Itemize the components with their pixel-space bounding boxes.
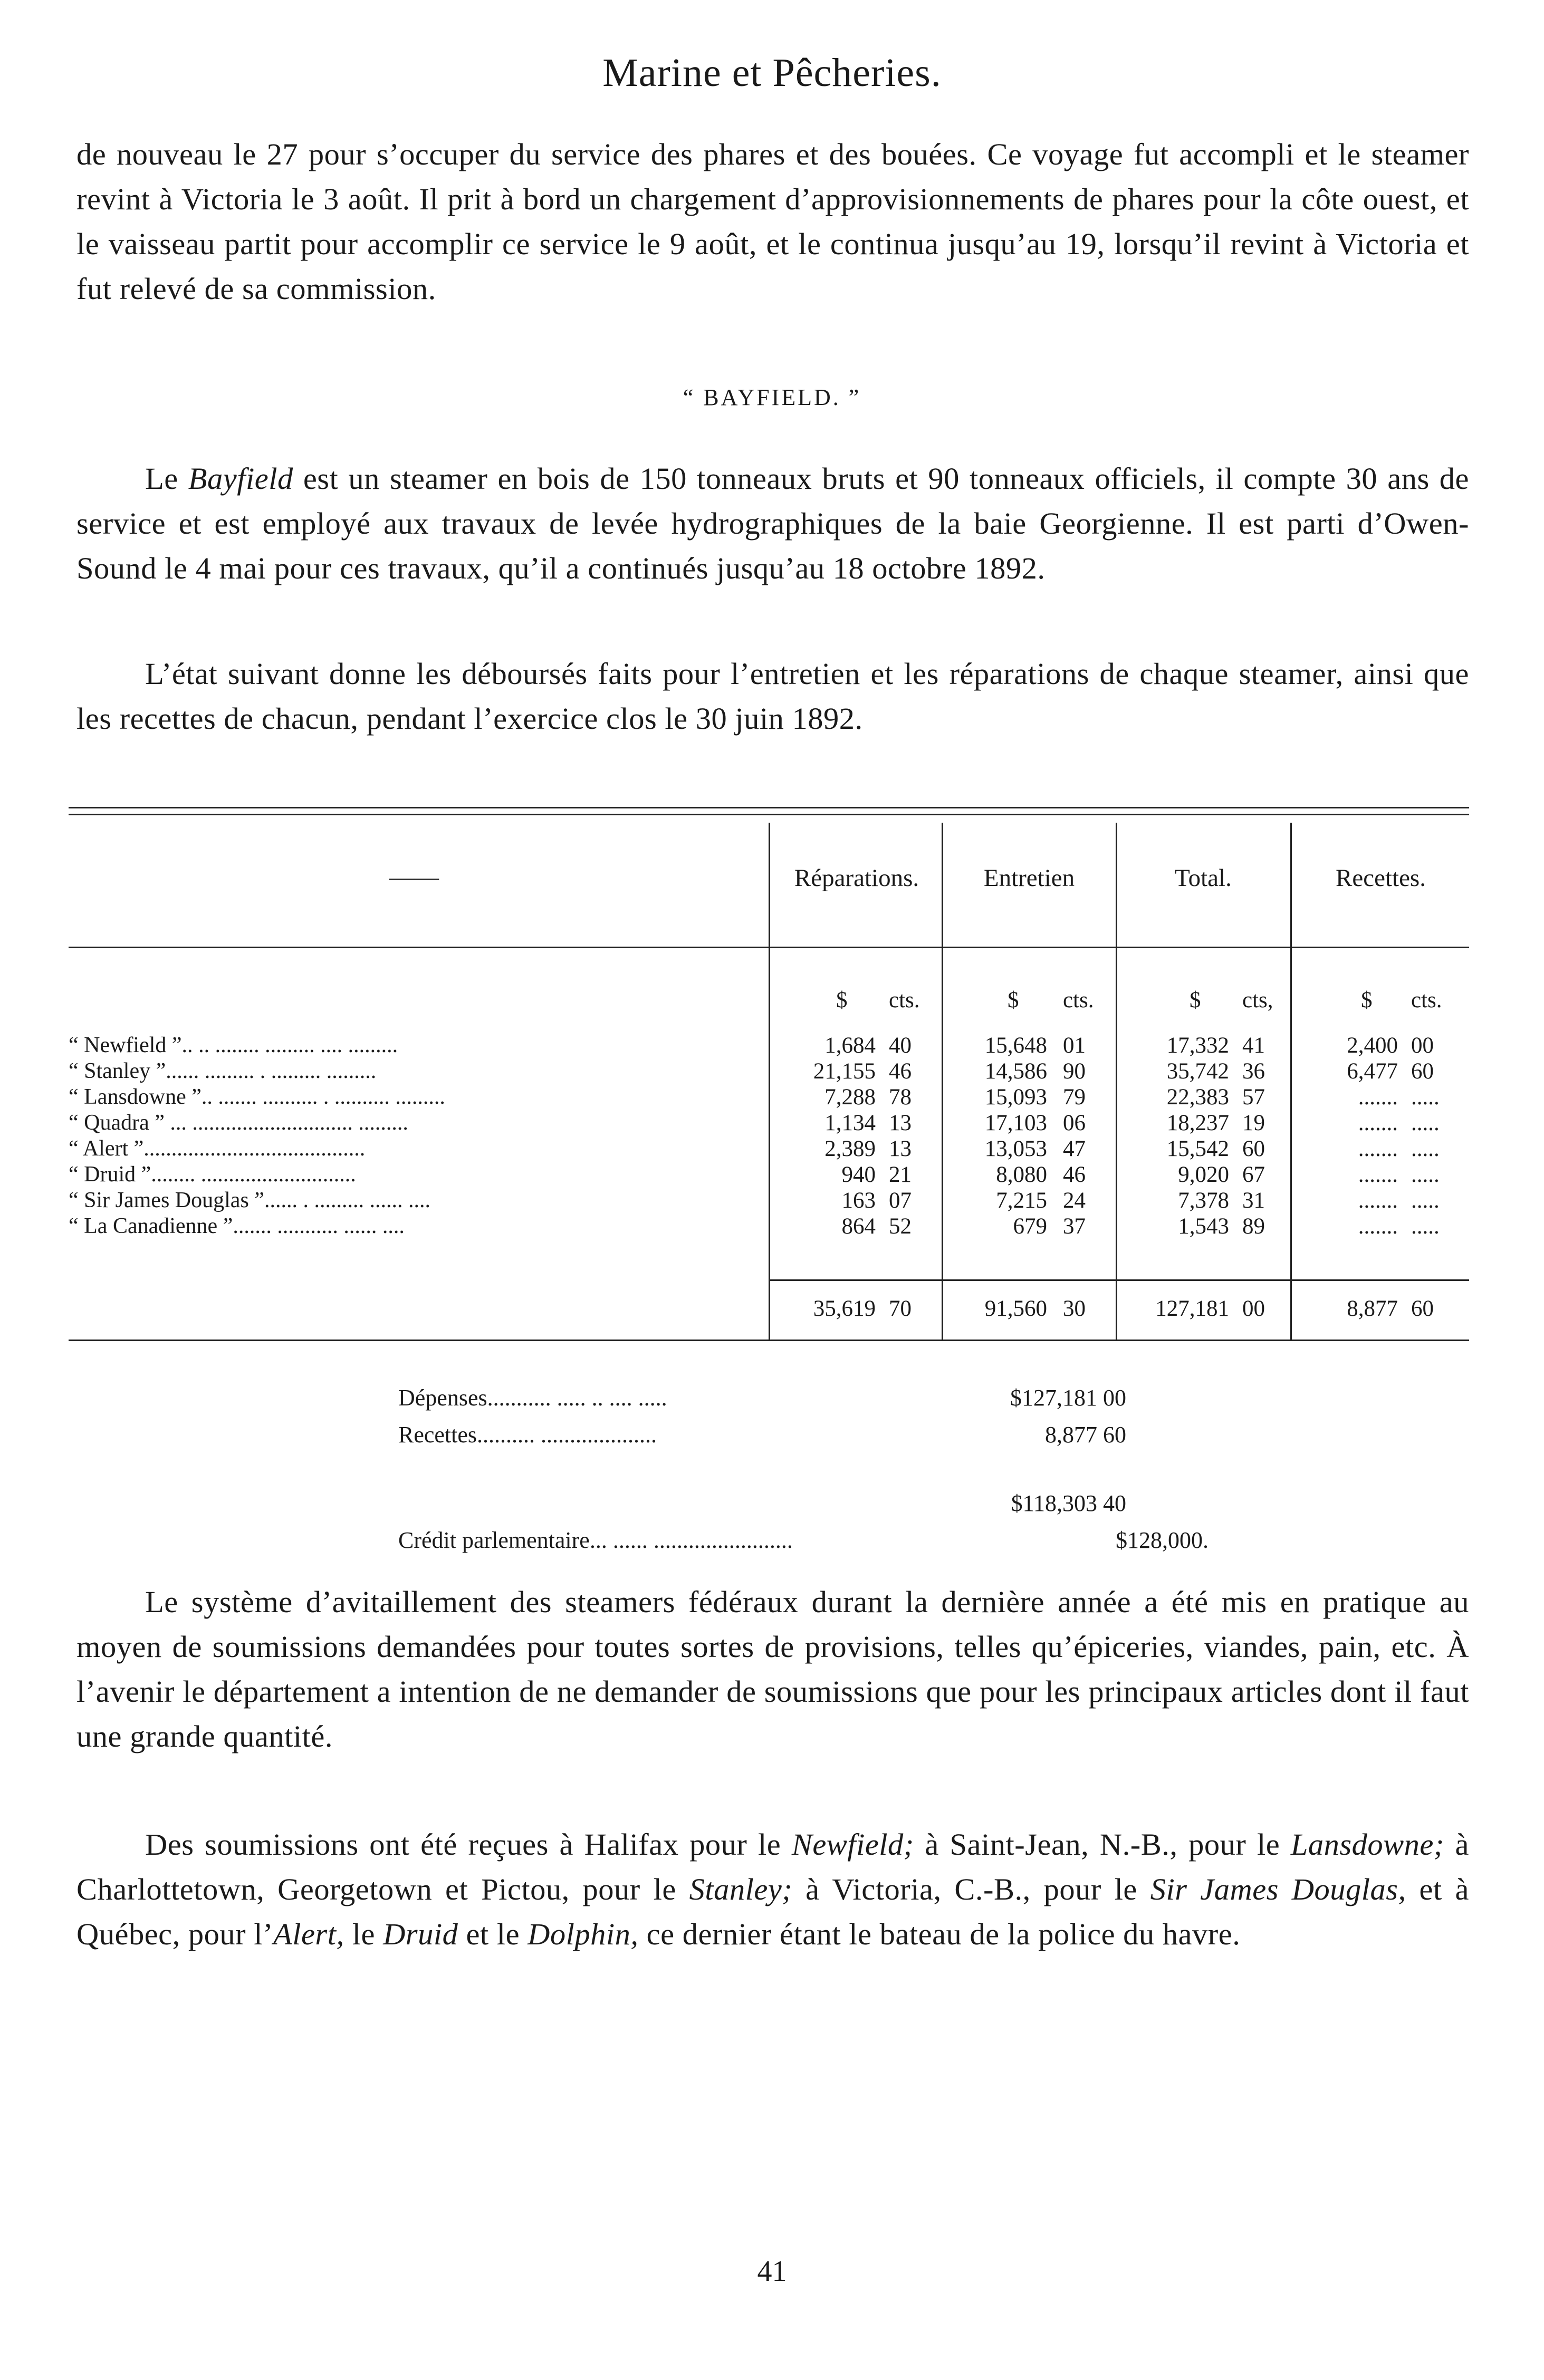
page-number: 41 (757, 2255, 787, 2288)
table-rule-top (69, 807, 1469, 808)
table-cell-cents: 01 (1063, 1033, 1086, 1058)
table-cell-dollars: 14,586 (984, 1059, 1047, 1084)
total-entretien-dollars: 91,560 (984, 1296, 1047, 1321)
total-recettes-dollars: 8,877 (1347, 1296, 1398, 1321)
total-total-cents: 00 (1242, 1296, 1265, 1321)
table-cell-dollars: 163 (841, 1188, 876, 1213)
table-cell-dollars: 9,020 (1178, 1162, 1229, 1187)
table-cell-dollars: 21,155 (813, 1059, 876, 1084)
text-run: Des soumissions ont été reçues à Halifax pour le (145, 1827, 792, 1862)
table-cell-dollars: 864 (841, 1214, 876, 1239)
table-cell-cents: 90 (1063, 1059, 1086, 1084)
table-cell-dollars: 8,080 (996, 1162, 1047, 1187)
table-cell-cents: 60 (1242, 1136, 1265, 1161)
table-cell-cents: ..... (1411, 1085, 1440, 1110)
total-reparations-dollars: 35,619 (813, 1296, 876, 1321)
table-cell-dollars: 1,134 (824, 1111, 876, 1135)
paragraph-bayfield (76, 456, 1469, 591)
table-col-divider-1 (769, 823, 770, 1340)
table-cell-cents: 78 (889, 1085, 912, 1110)
table-cell-cents: 47 (1063, 1136, 1086, 1161)
stub-header: —— (389, 863, 439, 891)
table-cell-cents: 79 (1063, 1085, 1086, 1110)
ship-name: Lansdowne; (1290, 1827, 1444, 1862)
unit-dollar: $ (1190, 988, 1201, 1013)
table-cell-dollars: ....... (1358, 1188, 1398, 1213)
table-row-label (69, 1188, 761, 1213)
table-cell-dollars: 1,543 (1178, 1214, 1229, 1239)
dot-leader: ...... . ......... ...... .... (264, 1188, 430, 1212)
table-row-label (69, 1213, 761, 1239)
table-rule-top-2 (69, 814, 1469, 815)
table-cell-cents: 40 (889, 1033, 912, 1058)
unit-dollar: $ (1008, 988, 1019, 1013)
unit-cents: cts. (1063, 988, 1094, 1013)
table-cell-dollars: ....... (1358, 1162, 1398, 1187)
vessel-name: “ Newfield ”.. (69, 1033, 193, 1057)
table-cell-dollars: 7,378 (1178, 1188, 1229, 1213)
table-row-label (69, 1136, 761, 1162)
table-cell-cents: 52 (889, 1214, 912, 1239)
total-reparations-cents: 70 (889, 1296, 912, 1321)
vessel-name: “ La Canadienne ” (69, 1214, 233, 1238)
table-col-divider-2 (942, 823, 943, 1340)
table-row-label (69, 1033, 761, 1058)
col-header-entretien: Entretien (983, 864, 1075, 892)
dot-leader: ........................................ (143, 1136, 366, 1161)
table-cell-cents: 19 (1242, 1111, 1265, 1135)
table-cell-dollars: 35,742 (1166, 1059, 1229, 1084)
table-cell-dollars: ....... (1358, 1085, 1398, 1110)
summary-recettes (398, 1421, 936, 1448)
dot-leader: .. ....... .......... . .......... ......... (201, 1085, 445, 1109)
text-run: le (344, 1917, 383, 1951)
table-cell-dollars: 6,477 (1347, 1059, 1398, 1084)
table-cell-cents: ..... (1411, 1162, 1440, 1187)
summary-recettes-label: Recettes (398, 1422, 477, 1448)
dot-leader: .. ........ ......... .... ......... (193, 1033, 398, 1057)
table-cell-dollars: 22,383 (1166, 1085, 1229, 1110)
ship-name: Druid (383, 1917, 458, 1951)
vessel-name: “ Lansdowne ” (69, 1085, 202, 1109)
paragraph-avitaillement: Le système d’avitaillement des steamers fédéraux durant la dernière année a été mis en pratique au moyen de soumissions demandées pour toutes sortes de provisions, telles qu’épiceries, viandes, pain, etc. À l’avenir le département a intention de ne demander de soumissions que pour les principaux articles dont il faut une grande quantité. (76, 1585, 1469, 1753)
p2-body: est un steamer en bois de 150 tonneaux bruts et 90 tonneaux officiels, il compte 30 ans de service et est employé aux travaux de levée hydrographiques de la baie Georgienne. Il est parti d’Owen-Sound le 4 mai pour ces travaux, qu’il a continués jusqu’au 18 octobre 1892. (76, 461, 1470, 585)
dot-leader: ...... ......... . ......... ......... (166, 1059, 377, 1083)
dot-leader: ... ............................. ......... (164, 1111, 408, 1135)
table-cell-dollars: ....... (1358, 1214, 1398, 1239)
unit-dollar: $ (1361, 988, 1373, 1013)
vessel-name: “ Druid ” (69, 1162, 151, 1187)
table-cell-cents: 36 (1242, 1059, 1265, 1084)
table-cell-dollars: 15,542 (1166, 1136, 1229, 1161)
table-rule-bottom (69, 1340, 1469, 1341)
vessel-name: “ Alert ” (69, 1136, 144, 1161)
table-cell-cents: ..... (1411, 1188, 1440, 1213)
table-cell-cents: 46 (1063, 1162, 1086, 1187)
table-cell-cents: 13 (889, 1136, 912, 1161)
unit-cents: cts. (889, 988, 920, 1013)
expenditure-table (69, 807, 1469, 1342)
unit-dollar: $ (836, 988, 848, 1013)
table-cell-dollars: 17,103 (984, 1111, 1047, 1135)
table-cell-dollars: 15,093 (984, 1085, 1047, 1110)
table-cell-cents: 00 (1411, 1033, 1434, 1058)
table-cell-cents: 67 (1242, 1162, 1265, 1187)
summary-recettes-leader: .......... .................... (477, 1422, 657, 1448)
unit-cents: cts. (1411, 988, 1442, 1013)
summary-depenses (398, 1384, 936, 1411)
unit-cents: cts, (1242, 988, 1273, 1013)
summary-credit-label: Crédit parlementaire (398, 1527, 590, 1553)
table-cell-cents: 60 (1411, 1059, 1434, 1084)
table-row-label (69, 1058, 761, 1084)
text-run: et le (458, 1917, 528, 1951)
summary-credit-leader: ... ...... ........................ (589, 1527, 793, 1553)
table-cell-dollars: 15,648 (984, 1033, 1047, 1058)
table-col-divider-4 (1290, 823, 1292, 1340)
table-cell-dollars: 1,684 (824, 1033, 876, 1058)
table-row-label (69, 1084, 761, 1110)
table-cell-dollars: 7,215 (996, 1188, 1047, 1213)
table-cell-cents: 46 (889, 1059, 912, 1084)
table-cell-cents: 06 (1063, 1111, 1086, 1135)
table-cell-cents: 89 (1242, 1214, 1265, 1239)
vessel-name: “ Quadra ” (69, 1111, 165, 1135)
total-recettes-cents: 60 (1411, 1296, 1434, 1321)
text-run: et à Québec, pour l’ (76, 1872, 1469, 1951)
vessel-name: “ Sir James Douglas ” (69, 1188, 264, 1212)
table-cell-dollars: 679 (1013, 1214, 1047, 1239)
table-cell-cents: 13 (889, 1111, 912, 1135)
summary-depenses-label: Dépenses (398, 1385, 487, 1411)
table-cell-dollars: ....... (1358, 1111, 1398, 1135)
summary-credit-value: $128,000. (1116, 1527, 1209, 1553)
section-title: “ BAYFIELD. ” (683, 384, 861, 410)
table-cell-dollars: 13,053 (984, 1136, 1047, 1161)
p2-ship-name: Bayfield (188, 461, 293, 496)
table-cell-dollars: 17,332 (1166, 1033, 1229, 1058)
total-entretien-cents: 30 (1063, 1296, 1086, 1321)
table-cell-cents: 07 (889, 1188, 912, 1213)
table-cell-dollars: 940 (841, 1162, 876, 1187)
dot-leader: ....... ........... ...... .... (233, 1214, 405, 1238)
paragraph-continuation: de nouveau le 27 pour s’occuper du service des phares et des bouées. Ce voyage fut accompli et le steamer revint à Victoria le 3 août. Il prit à bord un chargement d’approvisionnements de phares pour la côte ouest, et le vaisseau partit pour accomplir ce service le 9 août, et le continua jusqu’au 19, lorsqu’il revint à Victoria et fut relevé de sa commission. (76, 137, 1469, 306)
text-run: à Victoria, C.-B., pour le (792, 1872, 1150, 1906)
table-cell-dollars: 18,237 (1166, 1111, 1229, 1135)
table-rule-totals (769, 1279, 1469, 1281)
ship-name: Sir James Douglas, (1150, 1872, 1406, 1906)
summary-recettes-value: 8,877 60 (1045, 1422, 1126, 1448)
table-cell-cents: 57 (1242, 1085, 1265, 1110)
vessel-name: “ Stanley ” (69, 1059, 166, 1083)
col-header-total: Total. (1175, 864, 1232, 892)
ship-name: Newfield; (791, 1827, 914, 1862)
table-cell-cents: 21 (889, 1162, 912, 1187)
dot-leader: ........ ............................ (151, 1162, 356, 1187)
table-cell-cents: ..... (1411, 1111, 1440, 1135)
paragraph-statement-intro: L’état suivant donne les déboursés faits pour l’entretien et les réparations de chaque steamer, ainsi que les recettes de chacun, pendant l’exercice clos le 30 juin 1892. (76, 657, 1469, 736)
table-cell-dollars: 2,389 (824, 1136, 876, 1161)
table-col-divider-3 (1116, 823, 1117, 1340)
ship-name: Stanley; (689, 1872, 793, 1906)
summary-credit (398, 1527, 1116, 1554)
summary-difference-value: $118,303 40 (1011, 1490, 1126, 1516)
text-run: à Saint-Jean, N.-B., pour le (914, 1827, 1291, 1862)
table-cell-cents: ..... (1411, 1136, 1440, 1161)
table-cell-dollars: 7,288 (824, 1085, 876, 1110)
running-head: Marine et Pêcheries. (602, 51, 942, 95)
summary-depenses-leader: ........... ..... .. .... ..... (487, 1385, 667, 1411)
table-row-label (69, 1162, 761, 1188)
paragraph-soumissions (76, 1822, 1469, 1957)
col-header-reparations: Réparations. (794, 864, 919, 892)
summary-depenses-value: $127,181 00 (1010, 1385, 1126, 1411)
total-total-dollars: 127,181 (1155, 1296, 1229, 1321)
ship-name: Dolphin, (528, 1917, 639, 1951)
table-cell-cents: 24 (1063, 1188, 1086, 1213)
text-run: à Charlottetown, Georgetown et Pictou, pour le (76, 1827, 1469, 1906)
table-cell-cents: ..... (1411, 1214, 1440, 1239)
ship-name: Alert, (273, 1917, 344, 1951)
table-cell-cents: 31 (1242, 1188, 1265, 1213)
table-cell-cents: 41 (1242, 1033, 1265, 1058)
col-header-recettes: Recettes. (1336, 864, 1426, 892)
table-cell-cents: 37 (1063, 1214, 1086, 1239)
table-cell-dollars: 2,400 (1347, 1033, 1398, 1058)
table-row-label (69, 1110, 761, 1136)
table-cell-dollars: ....... (1358, 1136, 1398, 1161)
p2-lead: Le (145, 461, 188, 496)
text-run: ce dernier étant le bateau de la police du havre. (638, 1917, 1241, 1951)
